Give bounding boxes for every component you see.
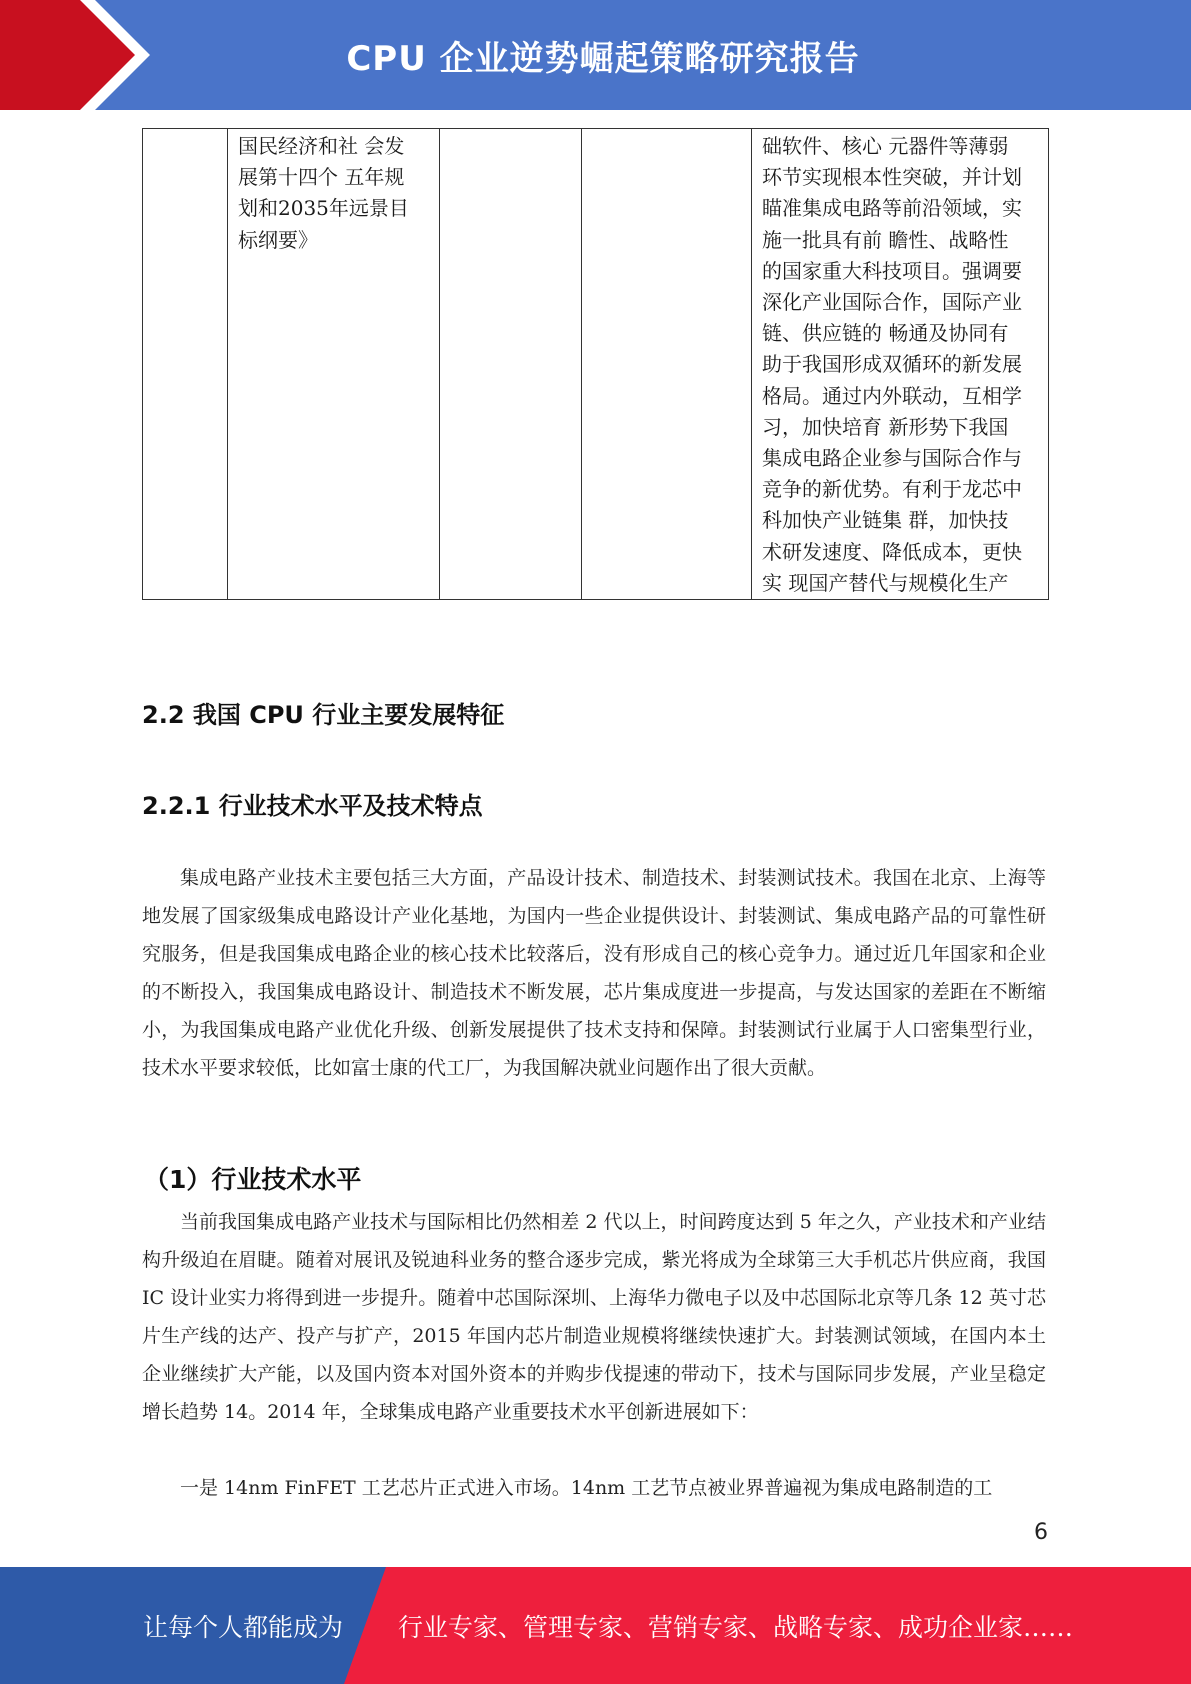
header-banner [0, 0, 1191, 110]
document-title: CPU 企业逆势崛起策略研究报告 [346, 38, 860, 79]
table-cell [228, 129, 440, 600]
table-cell [752, 129, 1049, 600]
policy-table [142, 128, 1049, 600]
subsubsection-heading: （1）行业技术水平 [144, 1165, 362, 1194]
table-cell-text: 国民经济和社 会发 展第十四个 五年规 划和2035年远景目 标纲要》 [238, 134, 409, 252]
body-paragraph: 一是 14nm FinFET 工艺芯片正式进入市场。14nm 工艺节点被业界普遍视为集成电路制造的工 [180, 1477, 993, 1499]
subsection-heading: 2.2.1 行业技术水平及技术特点 [142, 792, 483, 820]
page-number: 6 [1034, 1520, 1048, 1545]
footer-slogan-right: 行业专家、管理专家、营销专家、战略专家、成功企业家…… [398, 1612, 1074, 1642]
table-row [143, 129, 1049, 600]
table-cell [440, 129, 582, 600]
table-cell [582, 129, 752, 600]
section-heading: 2.2 我国 CPU 行业主要发展特征 [142, 701, 505, 729]
table-cell [143, 129, 228, 600]
body-paragraph: 集成电路产业技术主要包括三大方面，产品设计技术、制造技术、封装测试技术。我国在北京、上海等地发展了国家级集成电路设计产业化基地，为国内一些企业提供设计、封装测试、集成电路产品的可靠性研究服务，但是我国集成电路企业的核心技术比较落后，没有形成自己的核心竞争力。通过近几年国家和企业的不断投入，我国集成电路设计、制造技术不断发展，芯片集成度进一步提高，与发达国家的差距在不断缩小，为我国集成电路产业优化升级、创新发展提供了技术支持和保障。封装测试行业属于人口密集型行业，技术水平要求较低，比如富士康的代工厂，为我国解决就业问题作出了很大贡献。 [142, 867, 1046, 1079]
table-cell-text: 础软件、核心 元器件等薄弱 环节实现根本性突破，并计划 瞄准集成电路等前沿领域，实 施一批具有前 瞻性、战略性 的国家重大科技项目。强调要 深化产业国际合作，国际产业 链、供应链的 畅通及协同有 助于我国形成双循环的新发展 格局。通过内外联动，互相学 习，加快培育 新形势下我国 集成电路企业参与国际合作与 竞争的新优势。有利于龙芯中 科加快产业链集 群，加快技 术研发速度、降低成本，更快 实 现国产替代与规模化生产 [762, 134, 1022, 595]
body-paragraph: 当前我国集成电路产业技术与国际相比仍然相差 2 代以上，时间跨度达到 5 年之久，产业技术和产业结构升级迫在眉睫。随着对展讯及锐迪科业务的整合逐步完成，紫光将成为全球第三大手机芯片供应商，我国 IC 设计业实力将得到进一步提升。随着中芯国际深圳、上海华力微电子以及中芯国际北京等几条 12 英寸芯片生产线的达产、投产与扩产，2015 年国内芯片制造业规模将继续快速扩大。封装测试领域，在国内本土企业继续扩大产能，以及国内资本对国外资本的并购步伐提速的带动下，技术与国际同步发展，产业呈稳定增长趋势 14。2014 年，全球集成电路产业重要技术水平创新进展如下： [142, 1211, 1046, 1423]
footer-slogan-left: 让每个人都能成为 [143, 1612, 344, 1642]
footer-banner [0, 1567, 1191, 1684]
